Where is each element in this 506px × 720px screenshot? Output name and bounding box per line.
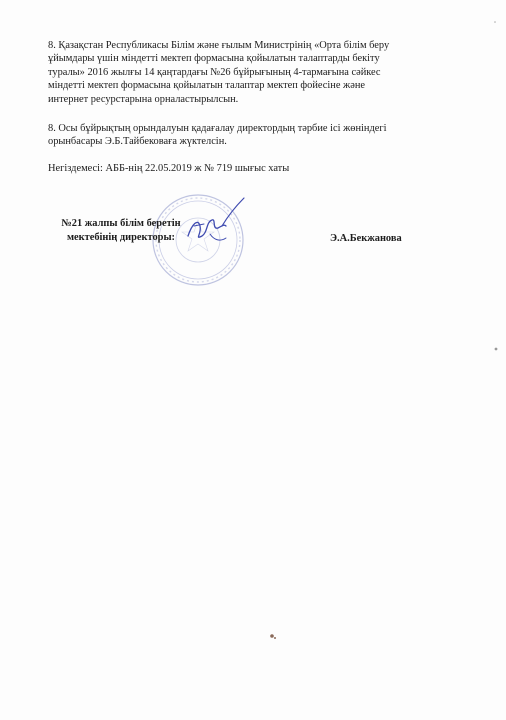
text-line: 8. Осы бұйрықтың орындалуын қадағалау директордың тәрбие ісі жөніндегі <box>48 123 387 134</box>
text-line: орынбасары Э.Б.Тайбековаға жүктелсін. <box>48 136 227 148</box>
text-line: 8. Қазақстан Республикасы Білім және ғылым Министрінің «Орта білім беру <box>48 40 390 51</box>
basis-line: Негіздемесі: АББ-нің 22.05.2019 ж № 719 шығыс хаты <box>48 163 290 174</box>
director-name: Э.А.Бекжанова <box>330 233 402 244</box>
text-line: ұйымдары үшін міндетті мектеп формасына қойылатын талаптарды бекіту <box>48 53 380 65</box>
text-line: туралы» 2016 жылғы 14 қаңтардағы №26 бұйрығының 4-тармағына сәйкес <box>48 66 381 78</box>
text-line: міндетті мектеп формасына қойылатын талаптар мектеп фойесіне және <box>48 80 366 92</box>
signature-title-line2: мектебінің директоры: <box>66 232 176 243</box>
signature-title-line1: №21 жалпы білім беретін <box>61 218 181 229</box>
text-line: интернет ресурстарына орналастырылсын. <box>48 93 239 105</box>
